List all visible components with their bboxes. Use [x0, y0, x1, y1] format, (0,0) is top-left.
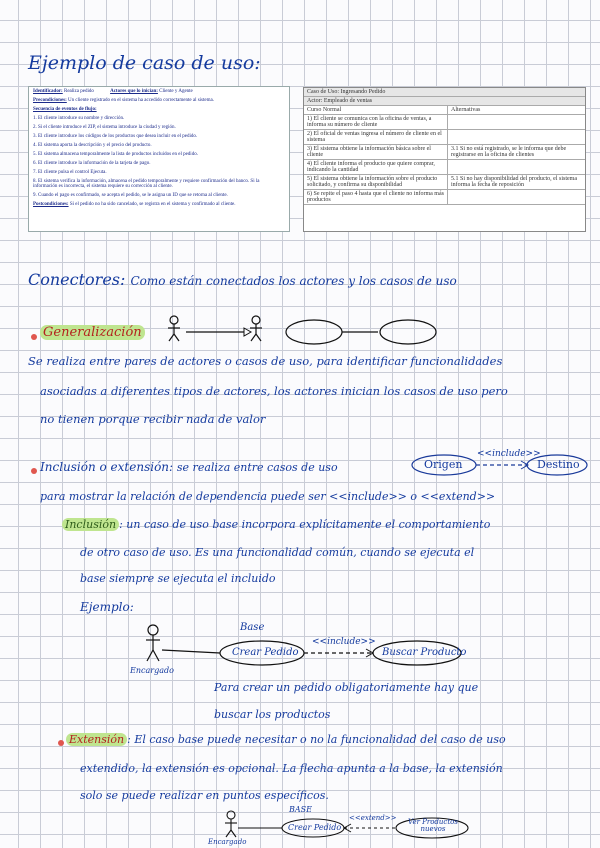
cell-alt: 5.1 Si no hay disponibilidad del producto, el sistema informa la fecha de reposición	[451, 176, 577, 188]
table-col-headers	[304, 106, 585, 115]
conectores-label: Conectores:	[28, 270, 126, 289]
base-label: BASE	[289, 805, 312, 814]
inclusion-sub	[62, 518, 490, 531]
cell-alt	[448, 130, 585, 144]
pre-label: Precondiciones:	[33, 98, 67, 103]
step: 7. El cliente pulsa el control Ejecuta.	[33, 170, 107, 175]
example-note: Para crear un pedido obligatoriamente hay que	[214, 681, 479, 694]
use-case-label: Buscar Producto	[382, 647, 467, 658]
bullet	[31, 468, 37, 474]
use-case-ellipse	[286, 320, 342, 344]
step: 9. Cuando el pago es confirmado, se acepta el pedido, se le asigna un ID que se retorna al cliente.	[33, 193, 228, 198]
use-case-label: Crear Pedido	[232, 647, 299, 658]
inclusion-line: de otro caso de uso. Es una funcionalidad común, cuando se ejecuta el	[80, 546, 475, 559]
step: 6. El cliente introduce la información de la tarjeta de pago.	[33, 161, 151, 166]
use-case-table	[303, 87, 586, 232]
post-label: Postcondiciones:	[33, 202, 69, 207]
step: 5. El sistema almacena temporalmente la lista de productos incluidos en el pedido.	[33, 152, 198, 157]
use-case-label: Ver Productos nuevos	[408, 818, 458, 833]
inclusion-line: base siempre se ejecuta el incluido	[80, 572, 276, 585]
arrow-head	[244, 328, 251, 336]
bullet	[58, 740, 64, 746]
step: 8. El sistema verifica la información, almacena el pedido temporalmente y requiere confirmación del banco. Si la información es incorrecta, el sistema requiere su corrección al cliente.	[33, 179, 260, 189]
extension-text: : El caso base puede necesitar o no la funcionalidad del caso de uso	[127, 733, 506, 746]
cell-normal: 2) El oficial de ventas ingresa el número de cliente en el sistema	[304, 130, 448, 144]
page-title: Ejemplo de caso de uso:	[28, 52, 261, 74]
table-actor: Actor: Empleado de ventas	[304, 97, 585, 106]
cell-alt	[448, 190, 585, 204]
table-row	[304, 145, 585, 160]
actor-label: Encargado	[208, 838, 247, 846]
step: 4. El sistema aporta la descripción y el precio del producto.	[33, 143, 152, 148]
generalizacion-line: asociadas a diferentes tipos de actores, los actores inician los casos de uso pero	[40, 384, 508, 398]
inclusion-sub-label: Inclusión	[62, 518, 119, 531]
table-row	[304, 175, 585, 190]
inclusion-heading	[40, 460, 338, 474]
conectores-text: Como están conectados los actores y los casos de uso	[130, 274, 457, 288]
id-value: Realiza pedido	[63, 89, 94, 94]
relation-label: <<include>>	[312, 637, 376, 647]
cell-normal: 6) Se repite el paso 4 hasta que el cliente no informa más productos	[304, 190, 448, 204]
table-row	[304, 190, 585, 205]
use-case-label: Crear Pedido	[288, 823, 342, 832]
actor-stick-figure	[146, 625, 160, 661]
actor-stick-figure	[250, 316, 262, 341]
generalizacion-line: no tienen porque recibir nada de valor	[40, 412, 266, 426]
example-note: buscar los productos	[214, 708, 331, 721]
cell-normal: 5) El sistema obtiene la información sobre el producto solicitado, y confirma su disponibilidad	[304, 175, 448, 189]
inclusion-label: Inclusión o extensión:	[40, 460, 174, 474]
inclusion-sub-text: : un caso de uso base incorpora explícitamente el comportamiento	[119, 518, 491, 531]
association-line	[162, 650, 220, 653]
use-case-description-box	[28, 86, 290, 232]
table-header: Caso de Uso: Ingresando Pedido	[304, 88, 585, 97]
extension-line: extendido, la extensión es opcional. La flecha apunta a la base, la extensión	[80, 762, 503, 775]
conectores-heading	[28, 270, 457, 289]
table-row	[304, 130, 585, 145]
actors-label: Actores que lo inician:	[110, 89, 158, 94]
inclusion-line2: para mostrar la relación de dependencia puede ser <<include>> o <<extend>>	[40, 490, 496, 503]
cell-alt: 3.1 Si no está registrado, se le informa que debe registrarse en la oficina de clientes	[451, 146, 567, 158]
extend-example-diagram	[0, 0, 1, 1]
use-case-ellipse	[380, 320, 436, 344]
seq-label: Secuencia de eventos de flujo:	[33, 107, 97, 112]
actor-label: Encargado	[130, 666, 174, 675]
actors-value: Cliente y Agente	[159, 89, 193, 94]
extension-label: Extensión	[66, 733, 127, 746]
step: 3. El cliente introduce los códigos de los productos que desea incluir en el pedido.	[33, 134, 198, 139]
generalizacion-line: Se realiza entre pares de actores o casos de uso, para identificar funcionalidades	[28, 354, 503, 368]
pre-value: Un cliente registrado en el sistema ha accedido correctamente al sistema.	[68, 98, 214, 103]
table-row	[304, 115, 585, 130]
col-normal: Curso Normal	[304, 106, 448, 114]
cell-normal: 3) El sistema obtiene la información básica sobre el cliente	[304, 145, 448, 159]
step: 1. El cliente introduce su nombre y dirección.	[33, 116, 125, 121]
inclusion-line1: se realiza entre casos de uso	[176, 461, 338, 474]
cell-alt	[448, 160, 585, 174]
destination-label: Destino	[537, 458, 580, 471]
ejemplo-label: Ejemplo:	[80, 600, 134, 614]
post-value: Si el pedido no ha sido cancelado, se registra en el sistema y confirmado al cliente.	[69, 202, 236, 207]
col-alt: Alternativas	[451, 107, 481, 113]
actor-stick-figure	[168, 316, 180, 341]
step: 2. Si el cliente introduce el ZIP, el sistema introduce la ciudad y región.	[33, 125, 176, 130]
generalizacion-label: Generalización	[40, 325, 145, 340]
cell-normal: 1) El cliente se comunica con la oficina de ventas, a informa su número de cliente	[304, 115, 448, 129]
actor-stick-figure	[225, 811, 237, 837]
extension-line: solo se puede realizar en puntos específicos.	[80, 789, 329, 802]
origin-label: Origen	[424, 458, 463, 471]
table-row	[304, 160, 585, 175]
cell-normal: 4) El cliente informa el producto que quiere comprar, indicando la cantidad	[304, 160, 448, 174]
id-label: Identificador:	[33, 89, 63, 94]
relation-label: <<include>>	[477, 449, 541, 459]
relation-label: <<extend>>	[349, 814, 397, 822]
bullet	[31, 334, 37, 340]
extension-sub	[66, 733, 506, 746]
base-label: Base	[240, 622, 265, 633]
cell-alt	[448, 115, 585, 129]
